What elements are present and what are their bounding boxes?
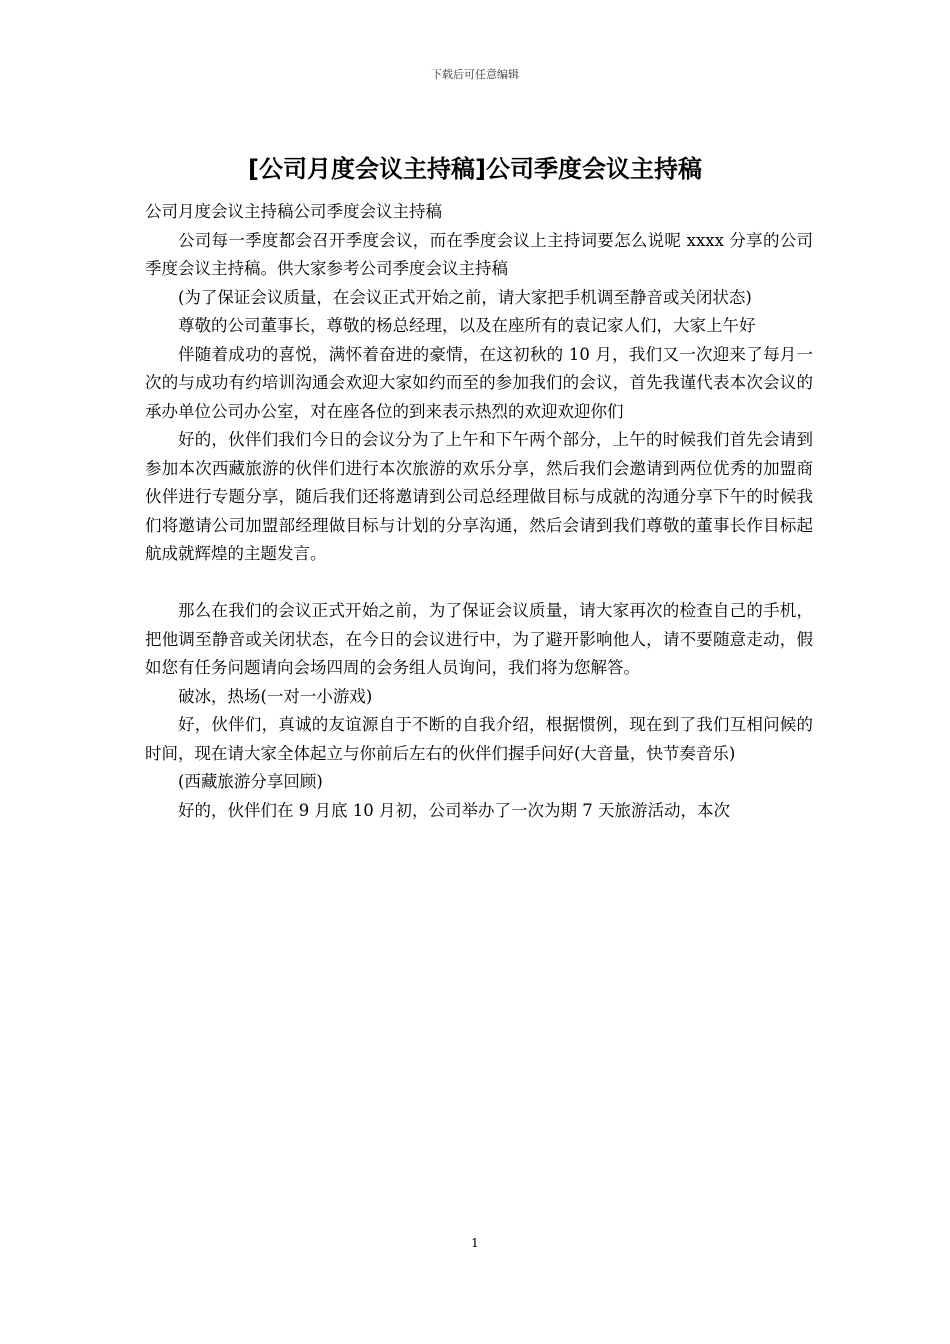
paragraph: 伴随着成功的喜悦，满怀着奋进的豪情，在这初秋的 10 月，我们又一次迎来了每月一次的与成功有约培训沟通会欢迎大家如约而至的参加我们的会议，首先我谨代表本次会议的承办单位公司办公室，对在座各位的到来表示热烈的欢迎欢迎你们 [145, 344, 813, 421]
document-subtitle: 公司月度会议主持稿公司季度会议主持稿 [145, 202, 442, 221]
paragraph: 好，伙伴们，真诚的友谊源自于不断的自我介绍，根据惯例，现在到了我们互相问候的时间，现在请大家全体起立与你前后左右的伙伴们握手问好(大音量，快节奏音乐) [145, 715, 813, 763]
paragraph-spacer [145, 569, 813, 598]
paragraph: 破冰，热场(一对一小游戏) [178, 686, 373, 706]
paragraph: 尊敬的公司董事长，尊敬的杨总经理，以及在座所有的袁记家人们，大家上午好 [178, 316, 756, 335]
paragraph: 那么在我们的会议正式开始之前，为了保证会议质量，请大家再次的检查自己的手机，把他调至静音或关闭状态，在今日的会议进行中，为了避开影响他人，请不要随意走动，假如您有任务问题请向会场四周的会务组人员询问，我们将为您解答。 [145, 601, 813, 677]
paragraph: 好的，伙伴们在 9 月底 10 月初，公司举办了一次为期 7 天旅游活动，本次 [178, 800, 730, 820]
header-note: 下载后可任意编辑 [431, 68, 519, 81]
paragraph: 好的，伙伴们我们今日的会议分为了上午和下午两个部分，上午的时候我们首先会请到参加本次西藏旅游的伙伴们进行本次旅游的欢乐分享，然后我们会邀请到两位优秀的加盟商伙伴进行专题分享，随后我们还将邀请到公司总经理做目标与成就的沟通分享下午的时候我们将邀请公司加盟部经理做目标与计划的分享沟通，然后会请到我们尊敬的董事长作目标起航成就辉煌的主题发言。 [145, 430, 813, 563]
paragraph: 公司每一季度都会召开季度会议，而在季度会议上主持词要怎么说呢 xxxx 分享的公司季度会议主持稿。供大家参考公司季度会议主持稿 [145, 230, 813, 278]
document-title: [公司月度会议主持稿]公司季度会议主持稿 [248, 155, 702, 183]
paragraph: (西藏旅游分享回顾) [178, 772, 323, 791]
document-body [145, 198, 813, 825]
paragraph: (为了保证会议质量，在会议正式开始之前，请大家把手机调至静音或关闭状态) [178, 287, 752, 307]
page-number: 1 [471, 1236, 479, 1250]
